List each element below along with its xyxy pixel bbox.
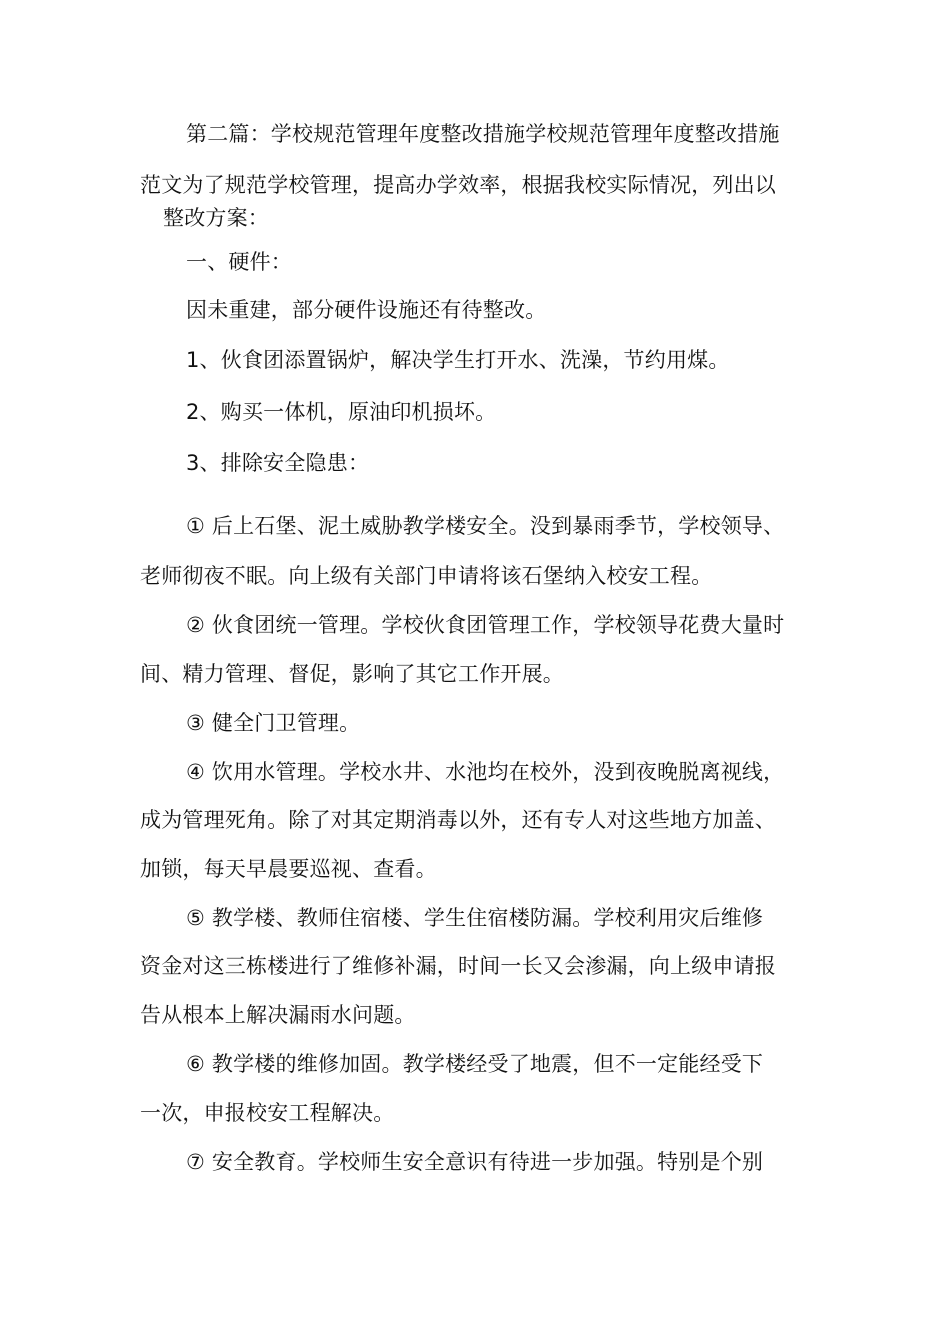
paragraph-5-line-1: ⑤ 教学楼、教师住宿楼、学生住宿楼防漏。学校利用灾后维修 <box>186 906 764 930</box>
paragraph-6-line-2: 一次，申报校安工程解决。 <box>140 1101 395 1125</box>
list-item-3: 3、排除安全隐患： <box>186 451 370 475</box>
list-item-2: 2、购买一体机，原油印机损坏。 <box>186 400 497 424</box>
paragraph-6-line-1: ⑥ 教学楼的维修加固。教学楼经受了地震，但不一定能经受下 <box>186 1052 764 1076</box>
paragraph-4-line-1: ④ 饮用水管理。学校水井、水池均在校外，没到夜晚脱离视线， <box>186 760 785 784</box>
paragraph-1-line-1: ① 后上石堡、泥土威胁教学楼安全。没到暴雨季节，学校领导、 <box>186 514 785 538</box>
paragraph-4-line-2: 成为管理死角。除了对其定期消毒以外，还有专人对这些地方加盖、 <box>140 808 776 832</box>
section-intro: 因未重建，部分硬件设施还有待整改。 <box>186 298 547 322</box>
title-line-1: 第二篇：学校规范管理年度整改措施学校规范管理年度整改措施 <box>186 122 780 146</box>
title-line-2: 范文为了规范学校管理，提高办学效率，根据我校实际情况，列出以 <box>140 173 776 197</box>
list-item-1: 1、伙食团添置锅炉，解决学生打开水、洗澡，节约用煤。 <box>186 348 730 372</box>
paragraph-2-line-2: 间、精力管理、督促，影响了其它工作开展。 <box>140 662 564 686</box>
paragraph-4-line-3: 加锁，每天早晨要巡视、查看。 <box>140 857 437 881</box>
paragraph-3-line-1: ③ 健全门卫管理。 <box>186 711 361 735</box>
paragraph-7-line-1: ⑦ 安全教育。学校师生安全意识有待进一步加强。特别是个别 <box>186 1150 764 1174</box>
paragraph-5-line-3: 告从根本上解决漏雨水问题。 <box>140 1003 416 1027</box>
paragraph-5-line-2: 资金对这三栋楼进行了维修补漏，时间一长又会渗漏，向上级申请报 <box>140 954 776 978</box>
title-line-3: 整改方案： <box>163 206 269 230</box>
section-heading: 一、硬件： <box>186 250 292 274</box>
paragraph-2-line-1: ② 伙食团统一管理。学校伙食团管理工作，学校领导花费大量时 <box>186 613 785 637</box>
paragraph-1-line-2: 老师彻夜不眠。向上级有关部门申请将该石堡纳入校安工程。 <box>140 564 713 588</box>
